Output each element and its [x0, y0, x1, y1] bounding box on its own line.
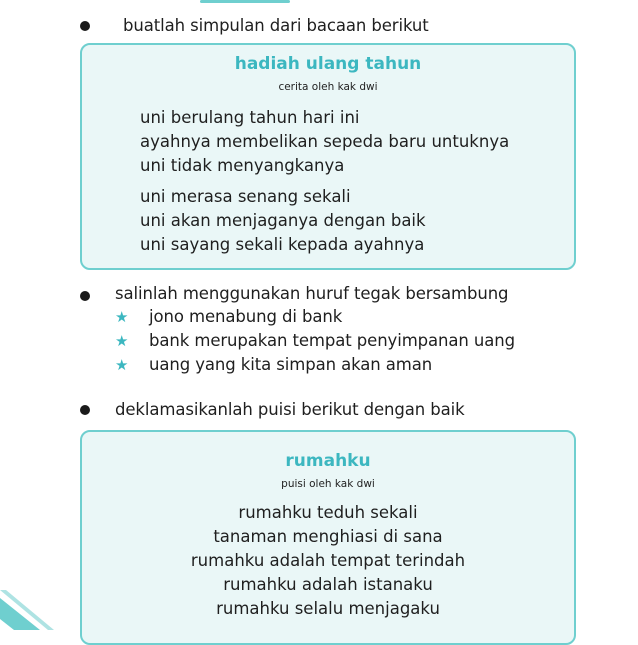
- star-icon: ★: [115, 332, 129, 350]
- instruction-copy: salinlah menggunakan huruf tegak bersambung: [115, 284, 509, 303]
- bullet-icon: [80, 21, 90, 31]
- instruction-summary: buatlah simpulan dari bacaan berikut: [123, 16, 429, 35]
- list-item: uang yang kita simpan akan aman: [149, 355, 433, 374]
- poem-line: tanaman menghiasi di sana: [213, 527, 443, 546]
- poem-line: rumahku selalu menjagaku: [216, 599, 440, 618]
- top-decoration: [200, 0, 290, 3]
- story-line: uni merasa senang sekali: [140, 187, 351, 206]
- story-line: uni tidak menyangkanya: [140, 156, 345, 175]
- bullet-icon: [80, 291, 90, 301]
- story-line: ayahnya membelikan sepeda baru untuknya: [140, 132, 510, 151]
- poem-title: rumahku: [285, 451, 371, 471]
- list-item: jono menabung di bank: [149, 307, 343, 326]
- story-line: uni sayang sekali kepada ayahnya: [140, 235, 425, 254]
- story-box: [80, 43, 576, 270]
- list-item: bank merupakan tempat penyimpanan uang: [149, 331, 516, 350]
- corner-decoration: [0, 590, 60, 630]
- story-line: uni akan menjaganya dengan baik: [140, 211, 426, 230]
- instruction-recite: deklamasikanlah puisi berikut dengan baik: [115, 400, 465, 419]
- bullet-icon: [80, 405, 90, 415]
- poem-byline: puisi oleh kak dwi: [281, 478, 375, 490]
- story-line: uni berulang tahun hari ini: [140, 108, 360, 127]
- poem-box: [80, 430, 576, 645]
- poem-line: rumahku adalah istanaku: [223, 575, 433, 594]
- poem-line: rumahku adalah tempat terindah: [190, 551, 466, 570]
- star-icon: ★: [115, 308, 129, 326]
- story-title: hadiah ulang tahun: [234, 54, 422, 74]
- story-byline: cerita oleh kak dwi: [278, 81, 378, 93]
- poem-line: rumahku teduh sekali: [238, 503, 418, 522]
- star-icon: ★: [115, 356, 129, 374]
